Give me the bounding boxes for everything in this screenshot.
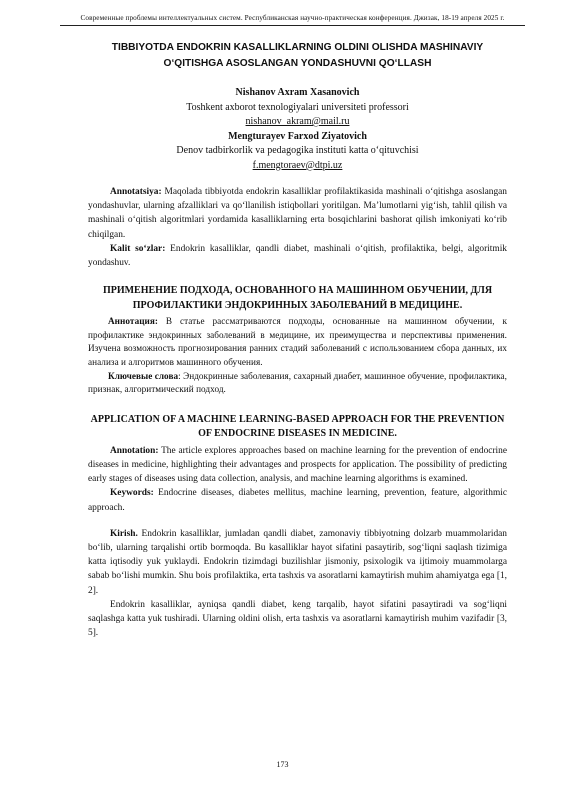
intro-text: Endokrin kasalliklar, jumladan qandli diabet, zamonaviy tibbiyotning dolzarb muammolaridan bo‘lib, ularning tarqalishi ortib bormoqda. Bu kasalliklar hayot sifatini pasaytirib, sog‘liqni saqlash tizimiga katta iqtisodiy yuk yuklaydi. Endokrin tizimdagi buzilishlar jismoniy, psixologik va ijtimoiy muammolarga sabab bo‘lishi mumkin. Shu bois profilaktika, erta tashxis va asoratlarni kamaytirish muhim ahamiyatga ega [1, 2]. [88,528,507,596]
ru-abstract [88,315,507,369]
uz-keywords-text: Endokrin kasalliklar, qandli diabet, mashinali o‘qitish, profilaktika, belgi, algoritmik yondashuv. [88,243,507,269]
author-email-1[interactable]: nishanov_akram@mail.ru [245,116,350,127]
page-number: 173 [276,760,289,769]
ru-keywords [88,370,507,397]
uz-keywords [88,242,507,270]
author-affiliation-2: Denov tadbirkorlik va pedagogika instituti katta o‘qituvchisi [176,145,419,156]
article-content [88,40,507,640]
en-keywords [88,486,507,514]
uz-keywords-label: Kalit so‘zlar: [110,243,166,254]
uz-abstract-text: Maqolada tibbiyotda endokrin kasalliklar profilaktikasida mashinali o‘qitishga asoslangan yondashuvlar, ularning afzalliklari va qo‘llanilish istiqbollari yoritilgan. Ma’lumotlarni yig‘ish, tahlil qilish va mashinali o‘qitish algoritmlari yordamida kasalliklarning erta bosqichlarini bashorat qilish imkoniyati ko‘rib chiqilgan. [88,187,507,240]
author-affiliation-1: Toshkent axborot texnologiyalari universiteti professori [186,101,409,113]
en-keywords-text: Endocrine diseases, diabetes mellitus, machine learning, prevention, feature, algorithmic approach. [88,488,507,513]
uz-title: TIBBIYOTDA ENDOKRIN KASALLIKLARNING OLDINI OLISHDA MASHINAVIY O‘QITISHGA ASOSLANGAN YONDASHUVNI QO‘LLASH [111,42,484,69]
ru-title: ПРИМЕНЕНИЕ ПОДХОДА, ОСНОВАННОГО НА МАШИННОМ ОБУЧЕНИИ, ДЛЯ ПРОФИЛАКТИКИ ЭНДОКРИННЫХ ЗАБОЛЕВАНИЙ В МЕДИЦИНЕ. [102,285,493,311]
intro-label: Kirish. [110,528,138,539]
en-abstract-label: Annotation: [110,445,159,456]
intro-paragraph [88,527,507,598]
en-title: APPLICATION OF A MACHINE LEARNING-BASED APPROACH FOR THE PREVENTION OF ENDOCRINE DISEASES IN MEDICINE. [90,413,505,440]
author-block-2 [88,130,507,174]
ru-abstract-label: Аннотация: [108,316,159,327]
en-abstract-text: The article explores approaches based on machine learning for the prevention of endocrine diseases in medicine, highlighting their advantages and prospects for application. The possibility of predicting early stages of diseases using data collection, analysis, and machine learning algorithms is examined. [88,445,507,485]
author-email-2[interactable]: f.mengtoraev@dtpi.uz [252,159,343,171]
uz-abstract [88,185,507,242]
uz-abstract-label: Annotatsiya: [110,187,162,197]
author-name-2: Mengturayev Farxod Ziyatovich [228,130,367,142]
en-keywords-label: Keywords: [110,488,154,499]
uz-abstract-section [88,185,507,270]
ru-abstract-text: В статье рассматриваются подходы, основанные на машинном обучении, к профилактике эндокринных заболеваний в медицине, их преимущества и перспективы применения. Изучена возможность прогнозирования ранних стадий заболеваний с использованием сбора данных, их анализа и алгоритмов машинного обучения. [88,316,507,367]
ru-keywords-label: Ключевые слова [108,370,179,381]
author-block-1 [88,86,507,130]
running-header: Современные проблемы интеллектуальных систем. Республиканская научно-практическая конференция. Джизак, 18-19 апреля 2025 г. [60,14,525,26]
body-paragraph-2: Endokrin kasalliklar, ayniqsa qandli diabet, keng tarqalib, hayot sifatini pasaytiradi va sog‘liqni saqlashga katta yuk tushiradi. Ularning oldini olish, erta tashxis va asoratlarni kamaytirish muhim vazifadir [3, 5]. [88,599,507,639]
en-abstract [88,444,507,487]
author-name-1: Nishanov Axram Xasanovich [235,87,360,98]
ru-keywords-text: : Эндокринные заболевания, сахарный диабет, машинное обучение, профилактика, признак, алгоритмический подход. [88,370,508,395]
